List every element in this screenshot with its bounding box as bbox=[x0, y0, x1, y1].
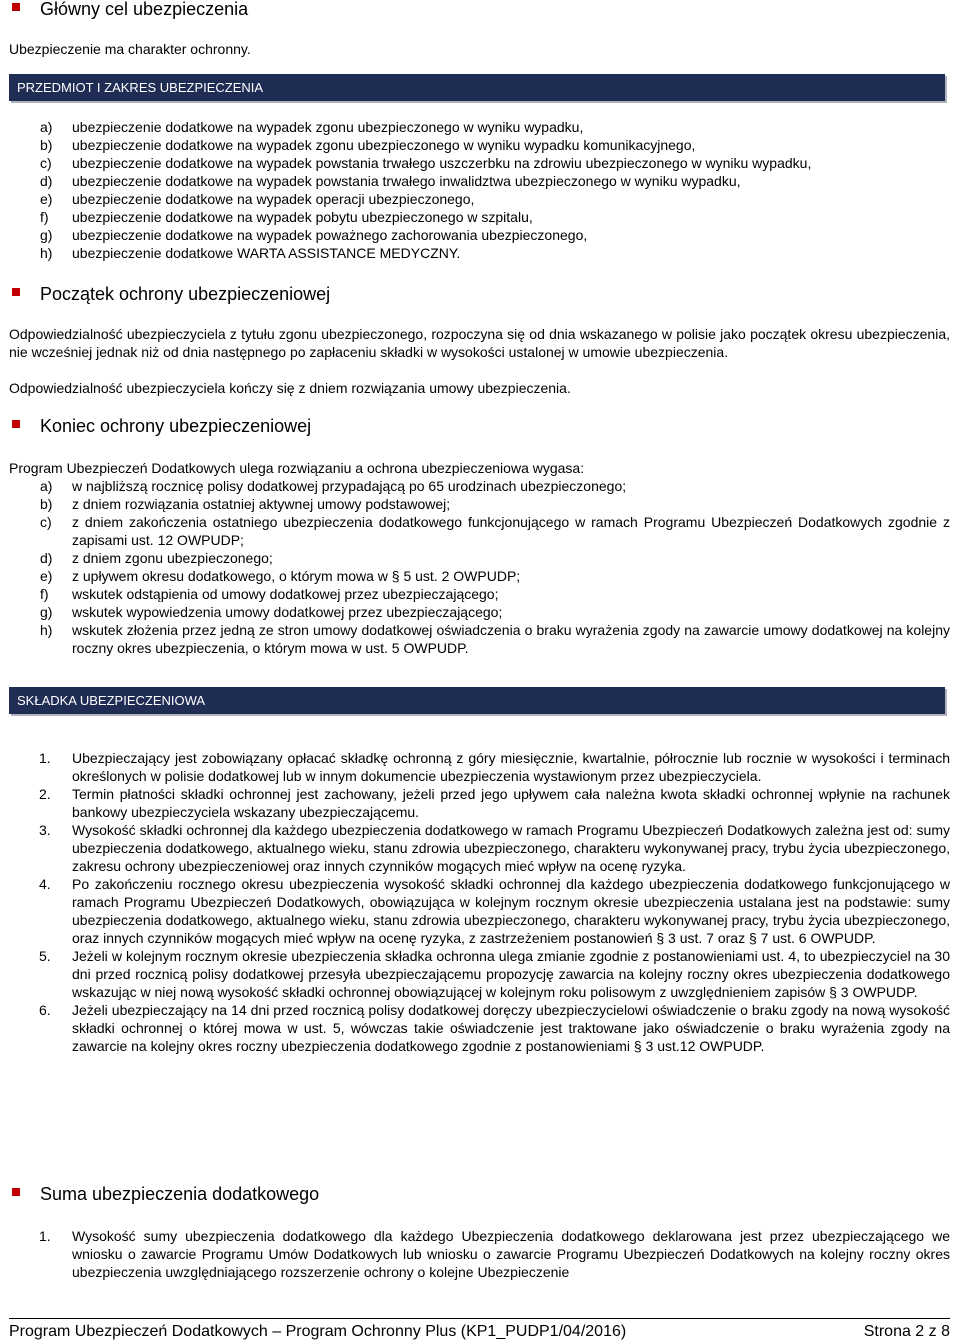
list-item-text: w najbliższą rocznicę polisy dodatkowej przypadającą po 65 urodzinach ubezpieczonego; bbox=[72, 478, 627, 494]
list-item bbox=[9, 495, 950, 513]
list-item bbox=[9, 118, 950, 136]
section-title-text: Koniec ochrony ubezpieczeniowej bbox=[40, 416, 312, 436]
section-title-main-goal bbox=[40, 0, 248, 20]
list-marker: c) bbox=[40, 514, 52, 530]
list-marker: e) bbox=[40, 191, 53, 207]
list-marker: g) bbox=[40, 604, 53, 620]
list-item-text: wskutek odstąpienia od umowy dodatkowej przez ubezpieczającego; bbox=[72, 586, 499, 602]
list-item bbox=[9, 785, 950, 821]
coverage-end-list bbox=[9, 477, 950, 657]
paragraph: Program Ubezpieczeń Dodatkowych ulega rozwiązaniu a ochrona ubezpieczeniowa wygasa: bbox=[9, 460, 585, 476]
list-item bbox=[9, 477, 950, 495]
list-marker: d) bbox=[40, 173, 53, 189]
paragraph: Ubezpieczenie ma charakter ochronny. bbox=[9, 41, 251, 57]
list-item bbox=[9, 226, 950, 244]
list-marker: e) bbox=[40, 568, 53, 584]
list-marker: f) bbox=[40, 209, 49, 225]
list-item bbox=[9, 190, 950, 208]
footer bbox=[9, 1322, 950, 1342]
footer-document-name: Program Ubezpieczeń Dodatkowych – Program Ochronny Plus (KP1_PUDP1/04/2016) bbox=[9, 1323, 627, 1340]
list-item bbox=[9, 1001, 950, 1055]
list-item bbox=[9, 154, 950, 172]
list-item-text: wskutek złożenia przez jedną ze stron umowy dodatkowej oświadczenia o braku wyrażenia zgody na zawarcie umowy dodatkowej na kolejny roczny okres ubezpieczenia, o którym mowa w ust. 5 OWPUDP. bbox=[72, 622, 950, 656]
section-title-text: Główny cel ubezpieczenia bbox=[40, 0, 249, 19]
list-item bbox=[9, 567, 950, 585]
list-item bbox=[9, 1227, 950, 1281]
list-item-text: z dniem rozwiązania ostatniej aktywnej umowy podstawowej; bbox=[72, 496, 451, 512]
footer-page-number: Strona 2 z 8 bbox=[863, 1323, 950, 1340]
list-item-text: Jeżeli ubezpieczający na 14 dni przed rocznicą polisy dodatkowej doręczy ubezpieczycielowi oświadczenie o braku zgody na nową wysokość składki ochronnej o której mowa w ust. 5, wówczas takie oświadczenie jest traktowane jako oświadczenie o braku wyrażenia zgody na zawarcie na kolejny okres roczny ubezpieczenia dodatkowego zgodnie z postanowieniami § 3 ust.12 OWPUDP. bbox=[72, 1002, 950, 1054]
list-item-text: Po zakończeniu rocznego okresu ubezpieczenia wysokość składki ochronnej dla każdego ubezpieczenia dodatkowego funkcjonującego w ramach Programu Ubezpieczeń Dodatkowych, obowiązująca w kolejnym rocznym okresie ubezpieczenia ustalana jest na podstawie: sumy ubezpieczenia dodatkowego, aktualnego wieku, stanu zdrowia ubezpieczonego, charakteru wykonywanej pracy, trybu życia ubezpieczonego, oraz innych czynników mogących mieć wpływ na ocenę ryzyka, z zastrzeżeniem postanowień § 3 ust. 7 oraz § 7 ust. 6 OWPUDP. bbox=[72, 876, 950, 946]
list-item-text: ubezpieczenie dodatkowe na wypadek zgonu ubezpieczonego w wyniku wypadku, bbox=[72, 119, 584, 135]
list-item-text: wskutek wypowiedzenia umowy dodatkowej przez ubezpieczającego; bbox=[72, 604, 503, 620]
list-item-text: ubezpieczenie dodatkowe na wypadek poważnego zachorowania ubezpieczonego, bbox=[72, 227, 588, 243]
list-item bbox=[9, 172, 950, 190]
sum-list bbox=[9, 1227, 950, 1281]
list-marker: g) bbox=[40, 227, 53, 243]
list-item-text: z dniem zgonu ubezpieczonego; bbox=[72, 550, 273, 566]
list-marker: 1. bbox=[39, 750, 51, 766]
bullet-icon bbox=[12, 288, 20, 296]
section-title-text: Początek ochrony ubezpieczeniowej bbox=[40, 284, 331, 304]
list-item bbox=[9, 549, 950, 567]
paragraph: Odpowiedzialność ubezpieczyciela z tytułu zgonu ubezpieczonego, rozpoczyna się od dnia wskazanego w polisie jako początek okresu ubezpieczenia, nie wcześniej jednak niż od dnia następnego po zapłaceniu składki w wysokości ustalonej w umowie ubezpieczenia. bbox=[9, 326, 950, 360]
list-item-text: ubezpieczenie dodatkowe na wypadek powstania trwałego uszczerbku na zdrowiu ubezpieczonego w wyniku wypadku, bbox=[72, 155, 812, 171]
section-title-coverage-end bbox=[40, 415, 311, 437]
list-marker: b) bbox=[40, 137, 53, 153]
list-item-text: ubezpieczenie dodatkowe na wypadek operacji ubezpieczonego, bbox=[72, 191, 475, 207]
list-item bbox=[9, 136, 950, 154]
list-marker: d) bbox=[40, 550, 53, 566]
list-marker: c) bbox=[40, 155, 52, 171]
bullet-icon bbox=[12, 1188, 20, 1196]
list-item-text: ubezpieczenie dodatkowe WARTA ASSISTANCE MEDYCZNY. bbox=[72, 245, 461, 261]
list-item-text: ubezpieczenie dodatkowe na wypadek powstania trwałego inwalidztwa ubezpieczonego w wyniku wypadku, bbox=[72, 173, 741, 189]
list-item bbox=[9, 603, 950, 621]
list-marker: 5. bbox=[39, 948, 51, 964]
list-item bbox=[9, 947, 950, 1001]
list-item-text: Wysokość sumy ubezpieczenia dodatkowego dla każdego Ubezpieczenia dodatkowego deklarowana jest przez ubezpieczającego we wniosku o zawarcie Programu Umów Dodatkowych lub wniosku o zawarcie Programu Ubezpieczeń Dodatkowych na kolejny roczny okres ubezpieczenia uwzględniającego rozszerzenie ochrony o kolejne Ubezpieczenie bbox=[72, 1228, 950, 1280]
list-marker: h) bbox=[40, 245, 53, 261]
list-marker: 6. bbox=[39, 1002, 51, 1018]
footer-divider bbox=[9, 1318, 950, 1319]
list-item bbox=[9, 585, 950, 603]
section-title-sum-insured bbox=[40, 1183, 319, 1205]
list-item bbox=[9, 821, 950, 875]
list-marker: 1. bbox=[39, 1228, 51, 1244]
scope-list bbox=[9, 118, 950, 262]
premium-list bbox=[9, 749, 950, 1055]
list-item bbox=[9, 244, 950, 262]
list-item bbox=[9, 208, 950, 226]
list-marker: 4. bbox=[39, 876, 51, 892]
list-marker: 3. bbox=[39, 822, 51, 838]
list-item bbox=[9, 749, 950, 785]
section-title-text: Suma ubezpieczenia dodatkowego bbox=[40, 1184, 320, 1204]
section-bar-scope: PRZEDMIOT I ZAKRES UBEZPIECZENIA bbox=[9, 74, 945, 101]
list-item bbox=[9, 875, 950, 947]
list-marker: h) bbox=[40, 622, 53, 638]
list-item-text: Jeżeli w kolejnym rocznym okresie ubezpieczenia składka ochronna ulega zmianie zgodnie z postanowieniami ust. 4, to ubezpieczyciel na 30 dni przed rocznicą polisy dodatkowej przesyła ubezpieczającemu propozycję zawarcia na kolejny roczny okres ubezpieczenia dodatkowego wskazując w niej nową wysokość składki ochronnej obowiązującej w kolejnym roku polisowym z uwzględnieniem zapisów § 3 OWPUDP. bbox=[72, 948, 950, 1000]
list-item-text: Wysokość składki ochronnej dla każdego ubezpieczenia dodatkowego w ramach Programu Ubezpieczeń Dodatkowych zależna jest od: sumy ubezpieczenia dodatkowego, aktualnego wieku, stanu zdrowia ubezpieczonego, charakteru wykonywanej pracy, trybu życia ubezpieczonego, zakresu ochrony ubezpieczeniowej oraz innych czynników mogących mieć wpływ na ocenę ryzyka. bbox=[72, 822, 950, 874]
section-title-coverage-start bbox=[40, 283, 330, 305]
list-item bbox=[9, 513, 950, 549]
list-item-text: z upływem okresu dodatkowego, o którym mowa w § 5 ust. 2 OWPUDP; bbox=[72, 568, 521, 584]
list-marker: a) bbox=[40, 478, 53, 494]
list-marker: 2. bbox=[39, 786, 51, 802]
section-bar-premium: SKŁADKA UBEZPIECZENIOWA bbox=[9, 687, 945, 714]
list-item-text: Ubezpieczający jest zobowiązany opłacać składkę ochronną z góry miesięcznie, kwartalnie, półrocznie lub rocznie w wysokości i terminach określonych w polisie dodatkowej lub w innym dokumencie ubezpieczenia wystawionym przez ubezpieczyciela. bbox=[72, 750, 950, 784]
list-item bbox=[9, 621, 950, 657]
list-marker: a) bbox=[40, 119, 53, 135]
paragraph: Odpowiedzialność ubezpieczyciela kończy się z dniem rozwiązania umowy ubezpieczenia. bbox=[9, 380, 571, 396]
bullet-icon bbox=[12, 3, 20, 11]
list-item-text: Termin płatności składki ochronnej jest zachowany, jeżeli przed jego upływem cała należna kwota składki ochronnej wpłynie na rachunek bankowy ubezpieczyciela wskazany ubezpieczającemu. bbox=[72, 786, 950, 820]
list-item-text: ubezpieczenie dodatkowe na wypadek pobytu ubezpieczonego w szpitalu, bbox=[72, 209, 533, 225]
bullet-icon bbox=[12, 420, 20, 428]
list-marker: f) bbox=[40, 586, 49, 602]
list-item-text: z dniem zakończenia ostatniego ubezpieczenia dodatkowego funkcjonującego w ramach Programu Ubezpieczeń Dodatkowych zgodnie z zapisami ust. 12 OWPUDP; bbox=[72, 514, 950, 548]
list-marker: b) bbox=[40, 496, 53, 512]
list-item-text: ubezpieczenie dodatkowe na wypadek zgonu ubezpieczonego w wyniku wypadku komunikacyjnego, bbox=[72, 137, 696, 153]
